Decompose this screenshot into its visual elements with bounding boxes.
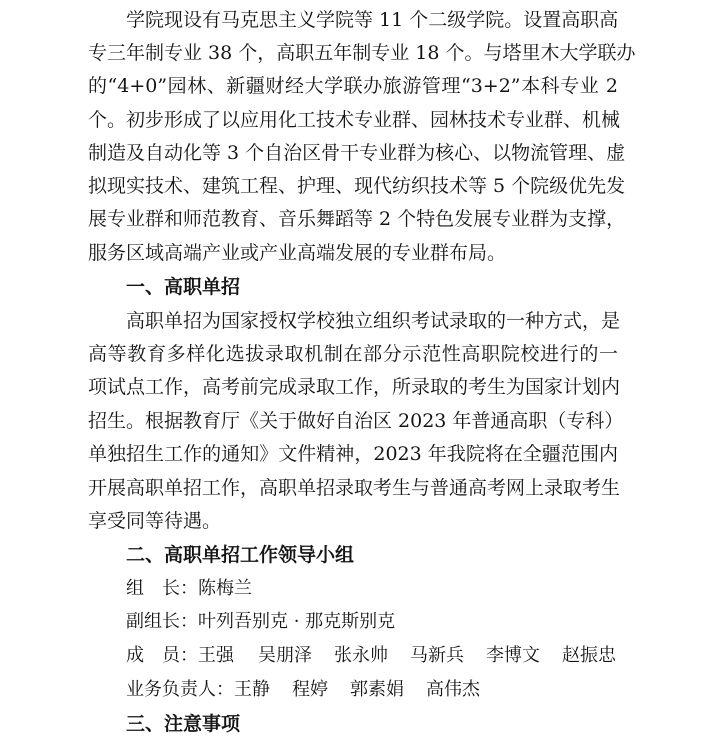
paragraph1-line-6: 拟现实技术、建筑工程、护理、现代纺织技术等 5 个院级优先发 <box>88 175 626 197</box>
business-row <box>126 676 480 704</box>
section1-line-5: 单独招生工作的通知》文件精神，2023 年我院将在全疆范围内 <box>88 443 618 465</box>
member-name: 马新兵 <box>410 645 464 666</box>
deputy-label: 副组长： <box>126 611 198 632</box>
paragraph1-line-2: 专三年制专业 38 个，高职五年制专业 18 个。与塔里木大学联办 <box>88 42 636 64</box>
paragraph1-line-4: 个。初步形成了以应用化工技术专业群、园林技术专业群、机械 <box>88 109 621 131</box>
paragraph1-line-1: 学院现设有马克思主义学院等 11 个二级学院。设置高职高 <box>126 9 619 31</box>
member-name: 王强 <box>198 645 234 666</box>
section1-line-2: 高等教育多样化选拔录取机制在部分示范性高职院校进行的一 <box>88 343 618 365</box>
business-name: 郭素娟 <box>350 679 404 700</box>
section2-heading: 二、高职单招工作领导小组 <box>126 544 355 566</box>
business-name: 高伟杰 <box>426 679 480 700</box>
business-name: 程婷 <box>292 679 328 700</box>
deputy-name: 叶列吾别克 · 那克斯别克 <box>198 611 396 632</box>
leader-name: 陈梅兰 <box>198 578 252 599</box>
member-name: 李博文 <box>486 645 540 666</box>
section1-line-3: 项试点工作，高考前完成录取工作，所录取的考生为国家计划内 <box>88 376 621 398</box>
paragraph1-line-5: 制造及自动化等 3 个自治区骨干专业群为核心、以物流管理、虚 <box>88 142 626 164</box>
section1-line-4: 招生。根据教育厅《关于做好自治区 2023 年普通高职（专科） <box>88 410 624 432</box>
member-name: 张永帅 <box>334 645 388 666</box>
leader-row <box>126 575 252 603</box>
paragraph1-line-8: 服务区域高端产业或产业高端发展的专业群布局。 <box>88 242 507 264</box>
business-name: 王静 <box>234 679 270 700</box>
section1-line-6: 开展高职单招工作，高职单招录取考生与普通高考网上录取考生 <box>88 477 621 499</box>
leader-label: 组 长： <box>126 578 198 599</box>
paragraph1-line-7: 展专业群和师范教育、音乐舞蹈等 2 个特色发展专业群为支撑， <box>88 208 626 230</box>
section1-line-1: 高职单招为国家授权学校独立组织考试录取的一种方式，是 <box>126 310 621 332</box>
section1-line-7: 享受同等待遇。 <box>88 510 222 532</box>
member-name: 吴朋泽 <box>258 645 312 666</box>
members-label: 成 员： <box>126 645 198 666</box>
section3-heading: 三、注意事项 <box>126 713 241 735</box>
deputy-row <box>126 608 395 636</box>
paragraph1-line-3: 的“4+0”园林、新疆财经大学联办旅游管理“3+2”本科专业 2 <box>88 75 618 97</box>
members-row <box>126 642 616 670</box>
section1-heading: 一、高职单招 <box>126 276 241 298</box>
business-label: 业务负责人： <box>126 679 234 700</box>
member-name: 赵振忠 <box>562 645 616 666</box>
